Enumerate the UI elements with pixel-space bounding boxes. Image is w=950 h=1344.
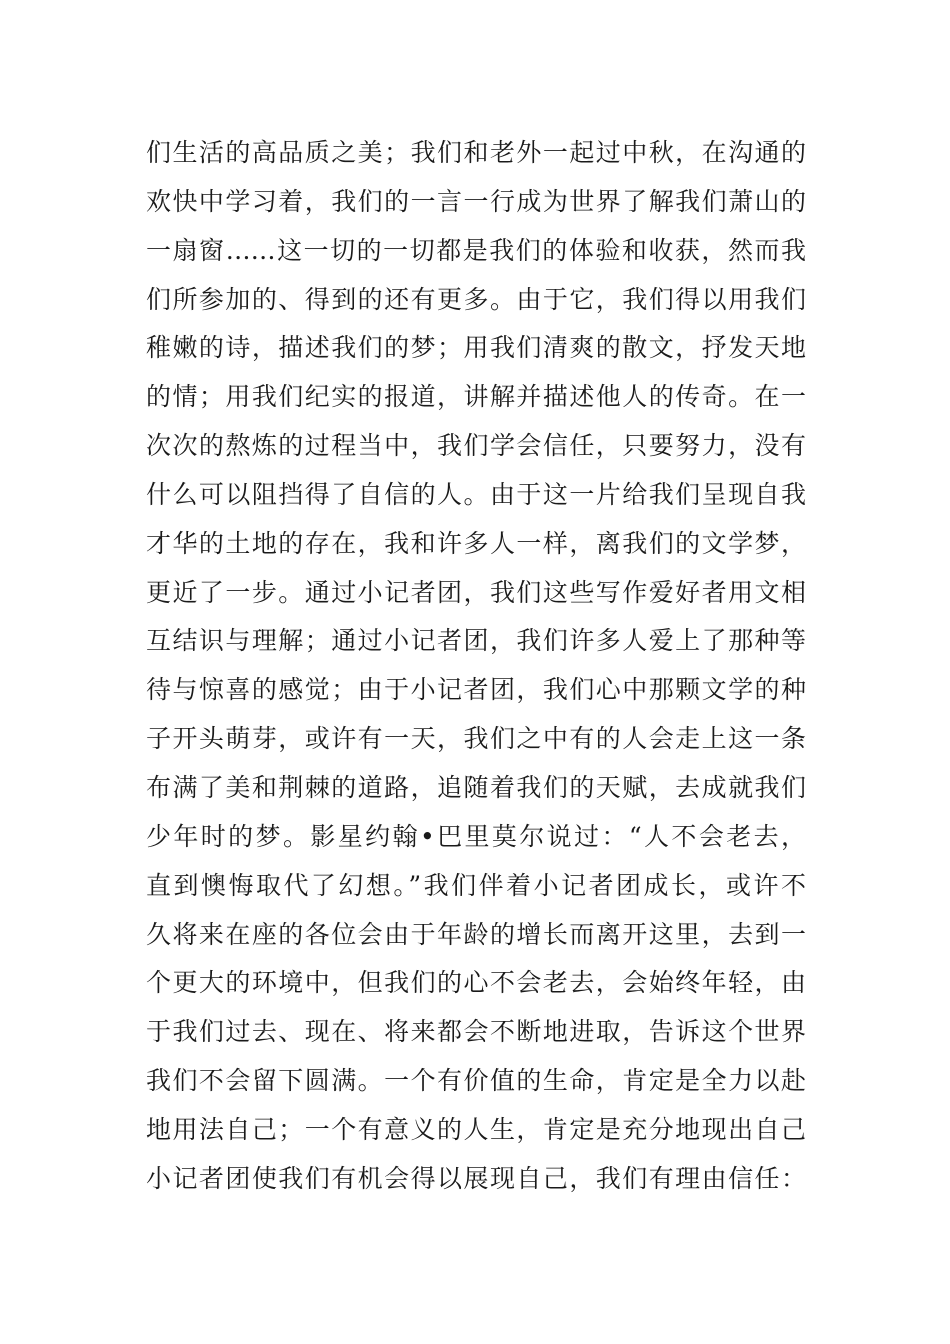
text-line: 们生活的高品质之美；我们和老外一起过中秋，在沟通的 [146,138,806,167]
text-line: 个更大的环境中，但我们的心不会老去，会始终年轻，由 [146,968,806,998]
text-line: 更近了一步。通过小记者团，我们这些写作爱好者用文相 [146,577,806,607]
text-line: 我们不会留下圆满。一个有价值的生命，肯定是全力以赴 [146,1066,806,1096]
text-line: 才华的土地的存在，我和许多人一样，离我们的文学梦， [146,528,806,558]
text-line: 互结识与理解；通过小记者团，我们许多人爱上了那种等 [146,626,806,656]
text-line: 们所参加的、得到的还有更多。由于它，我们得以用我们 [146,284,806,314]
text-line: 什么可以阻挡得了自信的人。由于这一片给我们呈现自我 [146,479,806,509]
text-line: 次次的熬炼的过程当中，我们学会信任，只要努力，没有 [146,431,806,461]
text-line: 稚嫩的诗，描述我们的梦；用我们清爽的散文，抒发天地 [146,333,806,363]
text-line: 久将来在座的各位会由于年龄的增长而离开这里，去到一 [146,919,806,949]
text-line: 待与惊喜的感觉；由于小记者团，我们心中那颗文学的种 [146,675,806,705]
text-line: 地用法自己；一个有意义的人生，肯定是充分地现出自己 [146,1114,806,1144]
text-line: 小记者团使我们有机会得以展现自己，我们有理由信任： [146,1163,806,1193]
body-paragraph [146,129,806,1204]
text-line: 子开头萌芽，或许有一天，我们之中有的人会走上这一条 [146,724,806,754]
text-line: 一扇窗……这一切的一切都是我们的体验和收获，然而我 [146,235,806,265]
text-line: 的情；用我们纪实的报道，讲解并描述他人的传奇。在一 [146,382,806,412]
text-line: 直到懊悔取代了幻想。”我们伴着小记者团成长，或许不 [146,870,806,900]
text-line: 少年时的梦。影星约翰•巴里莫尔说过：“人不会老去， [146,821,806,851]
text-line: 于我们过去、现在、将来都会不断地进取，告诉这个世界 [146,1017,806,1047]
text-line: 欢快中学习着，我们的一言一行成为世界了解我们萧山的 [146,186,806,216]
text-line: 布满了美和荆棘的道路，追随着我们的天赋，去成就我们 [146,772,806,802]
